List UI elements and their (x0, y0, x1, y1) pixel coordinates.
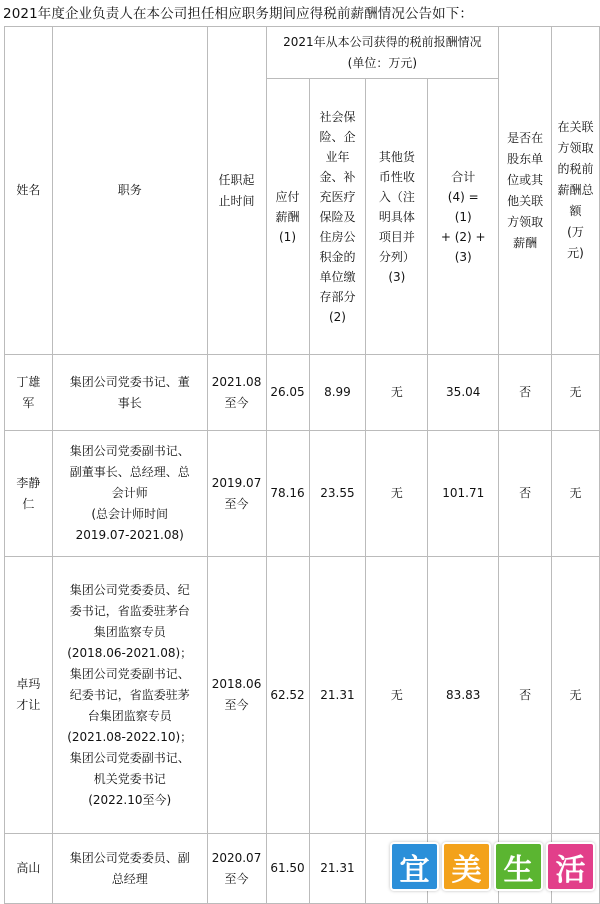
name-cell (5, 355, 53, 431)
total-cell: 35.04 (428, 355, 499, 431)
watermark-char: 生 (494, 842, 543, 891)
header-line: 入（注 (378, 189, 415, 204)
header-term (207, 27, 266, 355)
header-line: 分列） (378, 249, 415, 264)
table-row (5, 355, 600, 431)
header-line: 薪酬 (275, 209, 300, 224)
name-cell-line: 才让 (16, 698, 41, 712)
header-line: 薪酬总 (557, 183, 594, 197)
table-row (5, 431, 600, 557)
position-cell-line: 委书记，省监委驻茅台 (69, 603, 190, 618)
header-social (309, 79, 366, 355)
other-cell: 无 (366, 431, 428, 557)
term-cell-line: 2020.07 (211, 850, 262, 865)
header-line: 位或其 (507, 172, 544, 187)
term-cell (207, 355, 266, 431)
header-line: 险、企 (319, 129, 356, 144)
term-cell-line: 至今 (224, 871, 249, 886)
position-cell-line: 总经理 (111, 871, 148, 886)
position-cell-line: (2021.08-2022.10)； (67, 729, 193, 744)
header-line: 充医疗 (319, 189, 356, 204)
header-line: 的税前 (557, 162, 594, 176)
position-cell-line: 会计师 (111, 486, 148, 500)
total-cell: 83.83 (428, 557, 499, 834)
header-line: 其他货 (378, 149, 415, 164)
position-cell-line: (2018.06-2021.08)； (67, 645, 193, 660)
name-cell-line: 仁 (22, 496, 35, 511)
position-cell (52, 557, 207, 834)
related-amount-cell: 无 (552, 557, 600, 834)
pay-cell: 78.16 (266, 431, 309, 557)
header-line: 保险及 (319, 209, 356, 224)
position-cell (52, 355, 207, 431)
position-cell-line: 副董事长、总经理、总 (69, 465, 190, 479)
term-cell-line: 2019.07 (211, 475, 262, 490)
name-cell-line: 卓玛 (16, 677, 41, 691)
name-cell (5, 834, 53, 904)
header-line: (2) (328, 309, 346, 324)
header-line: 社会保 (319, 109, 356, 124)
name-cell-line: 丁雄 (16, 374, 41, 389)
header-line: 股东单 (507, 151, 544, 166)
header-line: 是否在 (507, 130, 544, 145)
header-line: 应付 (275, 189, 300, 204)
position-cell-line: 集团公司党委委员、副 (69, 850, 190, 865)
social-cell: 21.31 (309, 557, 366, 834)
term-cell-line: 2021.08 (211, 374, 262, 389)
term-cell-line: 至今 (224, 395, 249, 410)
related-cell: 否 (499, 557, 552, 834)
header-line: (单位：万元) (347, 55, 418, 70)
header-line: 薪酬 (513, 235, 538, 250)
watermark-char: 美 (442, 842, 491, 891)
header-line: 项目并 (378, 229, 415, 244)
header-related-flag (499, 27, 552, 355)
header-line: 方领取 (507, 214, 544, 229)
position-cell-line: 集团公司党委委员、纪 (69, 582, 190, 597)
header-line: 在关联 (557, 120, 594, 134)
header-line: (万 (567, 225, 584, 239)
name-cell-line: 李静 (16, 475, 41, 490)
header-pay (266, 79, 309, 355)
header-position: 职务 (52, 27, 207, 355)
header-line: + (2) + (440, 229, 486, 244)
position-cell-line: (2022.10至今) (88, 792, 172, 807)
header-line: 2021年从本公司获得的税前报酬情况 (283, 34, 482, 49)
term-cell (207, 431, 266, 557)
header-line: (1) (279, 229, 296, 244)
watermark-char: 宜 (390, 842, 439, 891)
page-title: 2021年度企业负责人在本公司担任相应职务期间应得税前薪酬情况公告如下： (3, 6, 473, 22)
salary-table (4, 26, 600, 904)
name-cell (5, 557, 53, 834)
name-cell-line: 高山 (16, 861, 41, 875)
header-line: 积金的 (319, 249, 356, 264)
term-cell (207, 557, 266, 834)
position-cell-line: 集团公司党委副书记、 (69, 444, 190, 458)
header-line: 币性收 (378, 169, 415, 184)
position-cell-line: 2019.07-2021.08) (75, 528, 184, 542)
other-cell: 无 (366, 355, 428, 431)
position-cell-line: 事长 (117, 395, 142, 410)
name-cell (5, 431, 53, 557)
header-line: 他关联 (507, 193, 544, 208)
header-group-title (266, 27, 499, 79)
watermark-logo (390, 842, 595, 891)
position-cell-line: 集团公司党委书记、董 (69, 374, 190, 389)
position-cell-line: 纪委书记，省监委驻茅 (69, 687, 190, 702)
pay-cell: 61.50 (266, 834, 309, 904)
name-cell-line: 军 (22, 395, 35, 410)
header-line: 明具体 (378, 209, 415, 224)
header-line: 额 (569, 204, 582, 218)
term-cell-line: 至今 (224, 698, 249, 712)
header-line: 住房公 (319, 229, 356, 244)
header-line: 金、补 (319, 169, 356, 184)
header-total (428, 79, 499, 355)
position-cell-line: 集团公司党委副书记、 (69, 750, 190, 765)
position-cell-line: 台集团监察专员 (87, 708, 172, 723)
position-cell-line: (总会计师时间 (91, 507, 169, 521)
term-cell (207, 834, 266, 904)
pay-cell: 26.05 (266, 355, 309, 431)
related-amount-cell: 无 (552, 431, 600, 557)
position-cell (52, 431, 207, 557)
social-cell: 8.99 (309, 355, 366, 431)
position-cell (52, 834, 207, 904)
related-amount-cell: 无 (552, 355, 600, 431)
related-cell: 否 (499, 355, 552, 431)
social-cell: 23.55 (309, 431, 366, 557)
header-line: (4) = (447, 189, 479, 204)
social-cell: 21.31 (309, 834, 366, 904)
position-cell-line: 集团公司党委副书记、 (69, 666, 190, 681)
total-cell: 101.71 (428, 431, 499, 557)
position-cell-line: 集团监察专员 (93, 624, 166, 639)
header-line: 任职起 (218, 172, 255, 187)
related-cell: 否 (499, 431, 552, 557)
term-cell-line: 2018.06 (211, 677, 262, 691)
watermark-char: 活 (546, 842, 595, 891)
header-line: 业年 (325, 149, 350, 164)
header-related-amount (552, 27, 600, 355)
header-line: 元) (567, 246, 584, 260)
table-row (5, 557, 600, 834)
header-line: (3) (388, 269, 406, 284)
other-cell: 无 (366, 557, 428, 834)
header-other (366, 79, 428, 355)
header-line: (1) (454, 209, 472, 224)
pay-cell: 62.52 (266, 557, 309, 834)
header-line: 单位缴 (319, 269, 356, 284)
term-cell-line: 至今 (224, 496, 249, 511)
header-line: 方领取 (557, 141, 594, 155)
position-cell-line: 机关党委书记 (93, 771, 166, 786)
header-line: (3) (454, 249, 472, 264)
header-line: 存部分 (319, 289, 356, 304)
header-name: 姓名 (5, 27, 53, 355)
header-line: 合计 (451, 169, 476, 184)
header-line: 止时间 (218, 193, 255, 208)
